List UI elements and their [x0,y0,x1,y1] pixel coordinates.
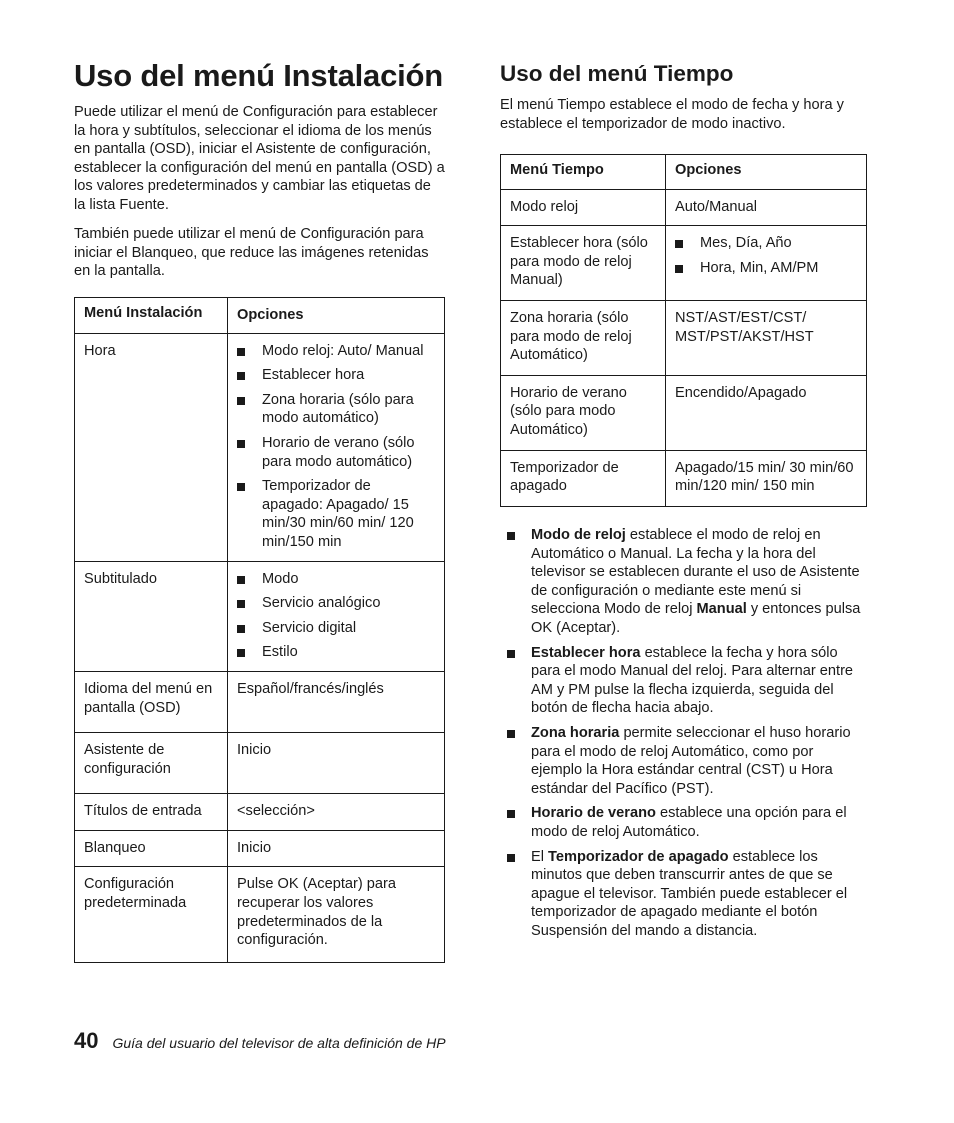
table-cell-menu: Horario de verano (sólo para modo Automático) [501,375,666,450]
table-cell-options: <selección> [228,794,445,831]
footer-document-title: Guía del usuario del televisor de alta definición de HP [112,1035,446,1051]
table-cell-menu: Establecer hora (sólo para modo de reloj Manual) [501,226,666,301]
list-item: Modo de reloj establece el modo de reloj en Automático o Manual. La fecha y la hora del televisor se establecen durante el uso de Asistente de configuración o mediante este menú si selecciona Modo de reloj Manual y entonces pulsa OK (Aceptar). [500,526,868,638]
list-item: Modo [237,570,435,589]
bullet-square-icon [507,730,515,738]
list-item: Modo reloj: Auto/ Manual [237,342,435,361]
bullet-square-icon [675,240,683,248]
installation-table [74,297,445,963]
bullet-square-icon [237,440,245,448]
time-menu-table [500,154,867,507]
bullet-square-icon [507,810,515,818]
list-item: Zona horaria (sólo para modo automático) [237,391,435,428]
table-row [501,375,867,450]
bullet-square-icon [237,649,245,657]
list-item: Servicio analógico [237,594,435,613]
bullet-square-icon [507,532,515,540]
list-item: El Temporizador de apagado establece los minutos que deben transcurrir antes de que se apague el televisor. También puede establecer el temporizador de apagado mediante el botón Suspensión del mando a distancia. [500,848,868,941]
list-item: Estilo [237,643,435,662]
table-row [75,794,445,831]
table-header-row [75,298,445,334]
table-header-options: Opciones [228,298,445,334]
bullet-square-icon [237,600,245,608]
table-cell-menu: Modo reloj [501,189,666,226]
bullet-square-icon [237,348,245,356]
table-cell-options: Pulse OK (Aceptar) para recuperar los valores predeterminados de la configuración. [228,867,445,962]
table-row [75,733,445,794]
table-cell-options: Español/francés/inglés [228,671,445,732]
blanqueo-paragraph: También puede utilizar el menú de Configuración para iniciar el Blanqueo, que reduce las imágenes retenidas en la pantalla. [74,226,429,280]
bullet-square-icon [237,397,245,405]
table-cell-options [666,226,867,301]
table-row [75,671,445,732]
section-intro: El menú Tiempo establece el modo de fecha y hora y establece el temporizador de modo inactivo. [500,97,844,132]
page-title: Uso del menú Instalación [74,58,444,93]
table-cell-options: Inicio [228,733,445,794]
bullet-square-icon [675,265,683,273]
table-cell-options: Apagado/15 min/ 30 min/60 min/120 min/ 150 min [666,450,867,506]
list-item: Zona horaria permite seleccionar el huso horario para el modo de reloj Automático, como por ejemplo la Hora estándar central (CST) u Hora estándar del Pacífico (PST). [500,724,868,798]
bullet-square-icon [237,576,245,584]
list-item: Horario de verano establece una opción para el modo de reloj Automático. [500,804,868,841]
table-row [75,867,445,962]
table-header-menu: Menú Tiempo [501,155,666,190]
intro-paragraph: Puede utilizar el menú de Configuración para establecer la hora y subtítulos, seleccionar el idioma de los menús en pantalla (OSD), iniciar el Asistente de configuración, establecer la configuración del menú en pantalla (OSD) a los valores predeterminados y cambiar las etiquetas de la lista Fuente. [74,104,445,213]
table-row [501,300,867,375]
table-cell-menu: Temporizador de apagado [501,450,666,506]
list-item: Horario de verano (sólo para modo automático) [237,434,435,471]
table-header-menu: Menú Instalación [75,298,228,334]
table-cell-menu: Zona horaria (sólo para modo de reloj Automático) [501,300,666,375]
table-cell-options: Encendido/Apagado [666,375,867,450]
bullet-square-icon [237,372,245,380]
bullet-square-icon [237,625,245,633]
page-number: 40 [74,1028,99,1053]
table-row [501,450,867,506]
table-cell-menu: Subtitulado [75,561,228,671]
table-cell-options [228,333,445,561]
table-cell-menu: Configuración predeterminada [75,867,228,962]
bullet-square-icon [507,854,515,862]
list-item: Establecer hora [237,366,435,385]
table-row [75,561,445,671]
list-item: Establecer hora establece la fecha y hora sólo para el modo Manual del reloj. Para alternar entre AM y PM pulse la flecha izquierda, seguida del botón de flecha hacia abajo. [500,644,868,718]
table-cell-menu: Blanqueo [75,830,228,867]
bullet-square-icon [507,650,515,658]
table-row [75,333,445,561]
table-cell-options: Inicio [228,830,445,867]
table-cell-menu: Hora [75,333,228,561]
list-item: Mes, Día, Año [675,234,857,253]
list-item: Hora, Min, AM/PM [675,259,857,278]
table-cell-menu: Asistente de configuración [75,733,228,794]
table-cell-menu: Idioma del menú en pantalla (OSD) [75,671,228,732]
table-row [501,189,867,226]
table-header-options: Opciones [666,155,867,190]
table-cell-menu: Títulos de entrada [75,794,228,831]
list-item: Temporizador de apagado: Apagado/ 15 min/30 min/60 min/ 120 min/150 min [237,477,435,551]
table-cell-options: Auto/Manual [666,189,867,226]
bullet-square-icon [237,483,245,491]
table-cell-options: NST/AST/EST/CST/ MST/PST/AKST/HST [666,300,867,375]
table-cell-options [228,561,445,671]
table-row [501,226,867,301]
table-header-row [501,155,867,190]
table-row [75,830,445,867]
notes-list [500,526,868,940]
list-item: Servicio digital [237,619,435,638]
page-footer [74,1028,446,1054]
section-title: Uso del menú Tiempo [500,61,734,86]
